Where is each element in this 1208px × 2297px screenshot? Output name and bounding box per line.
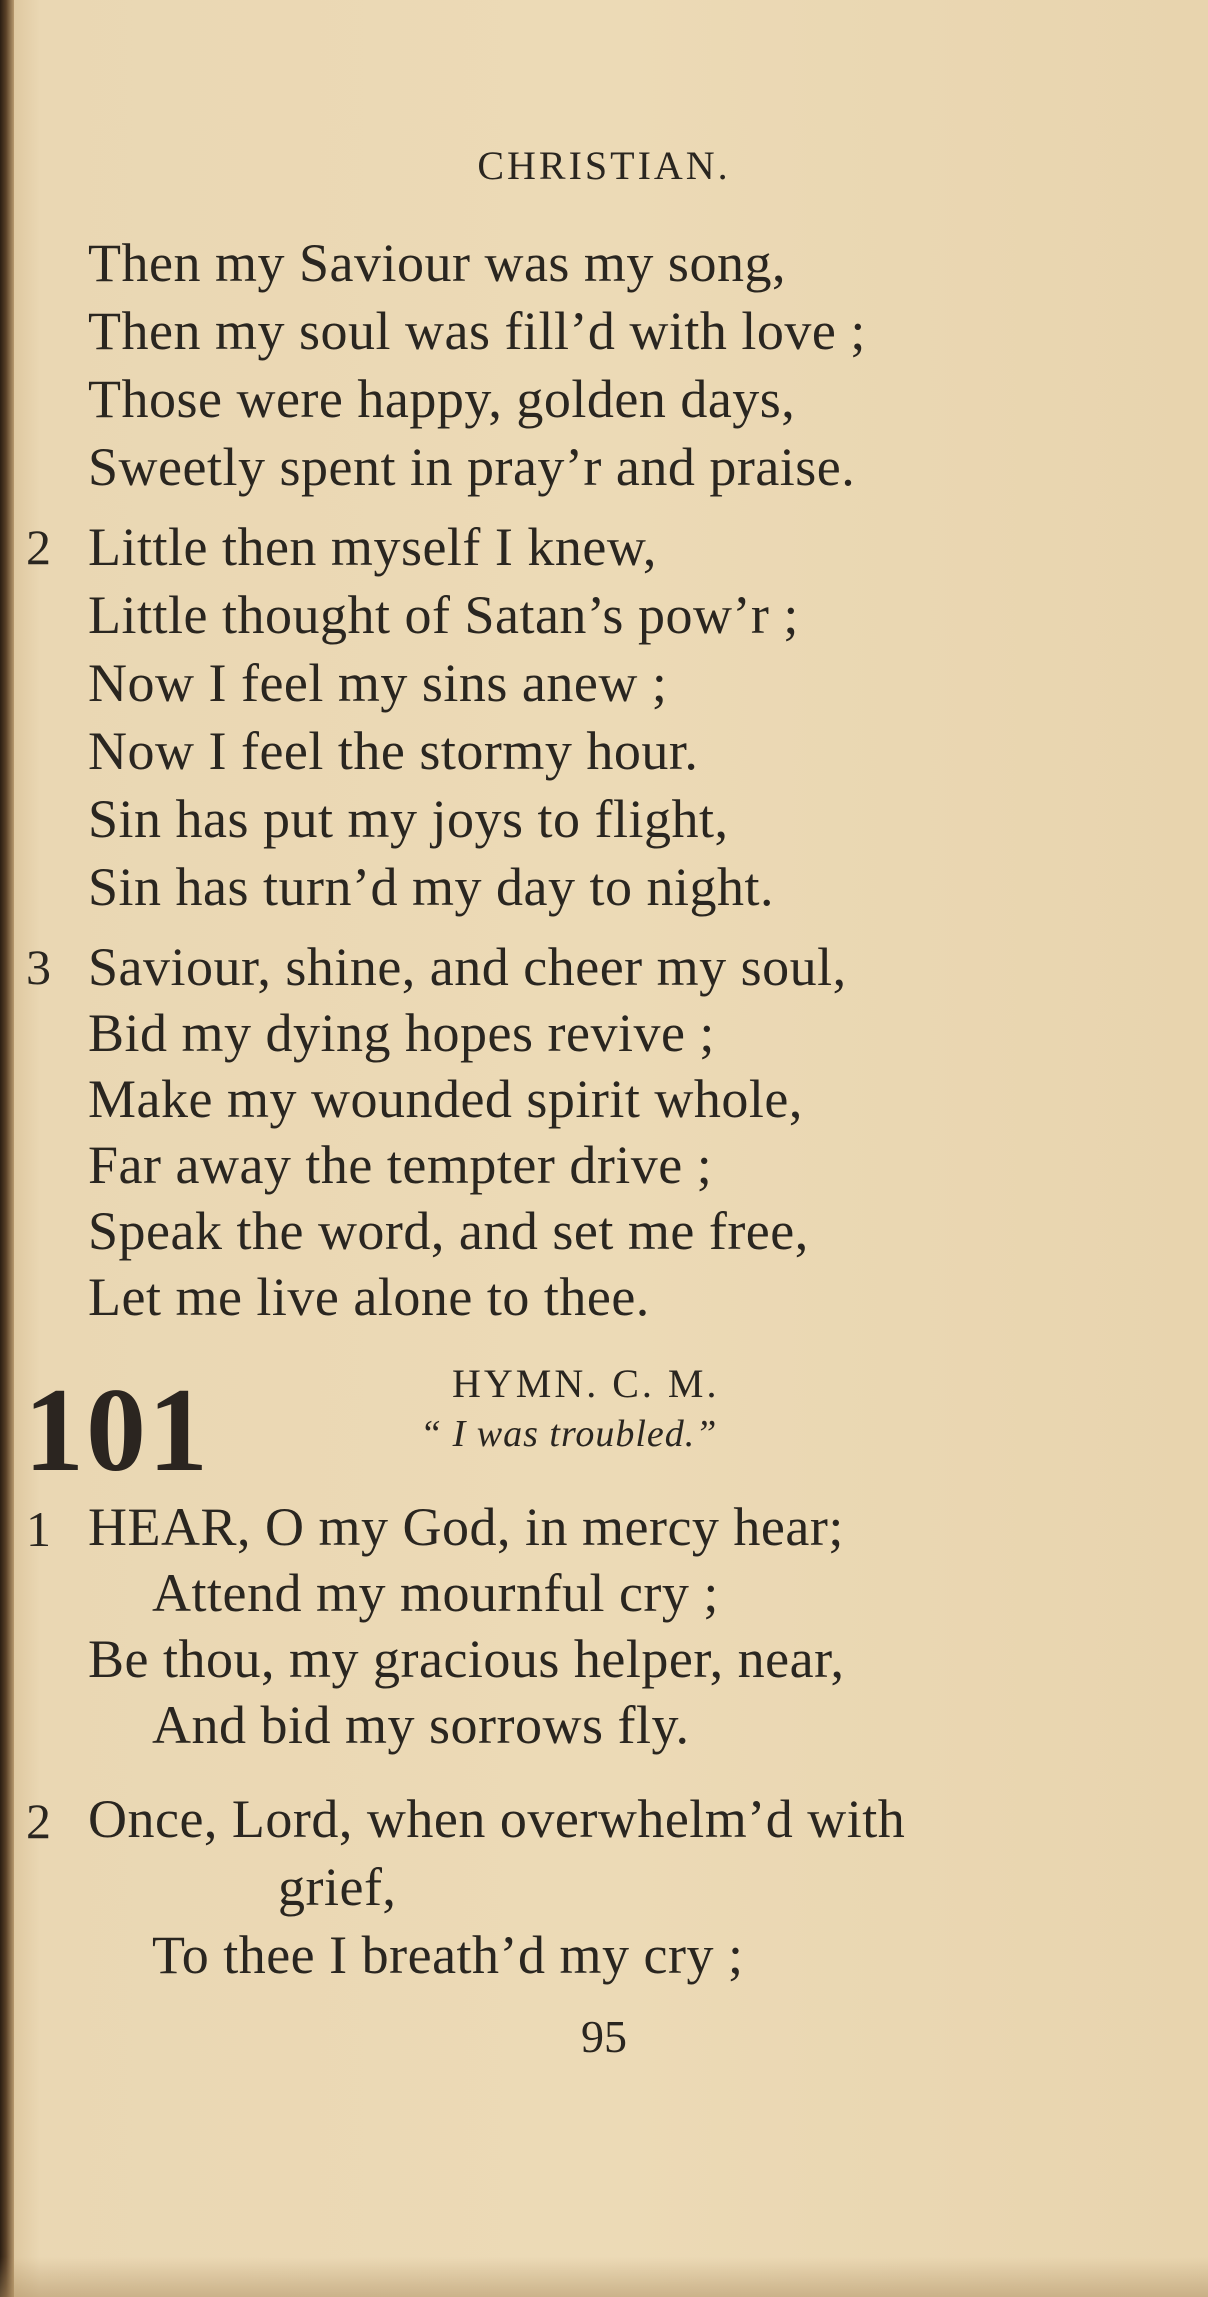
hymn-line: Sweetly spent in pray’r and praise. [88,437,856,497]
hymn-title: HYMN. C. M. [452,1361,720,1406]
hymn-line: Attend my mournful cry ; [152,1563,719,1623]
running-head: CHRISTIAN. [477,143,731,188]
hymn-line: Be thou, my gracious helper, near, [88,1629,845,1689]
verse-number: 1 [26,1501,51,1557]
hymn-line: grief, [278,1857,397,1917]
hymn-line: Far away the tempter drive ; [88,1135,713,1195]
hymn-line: Make my wounded spirit whole, [88,1069,803,1129]
hymn-line: Then my Saviour was my song, [88,233,786,293]
hymn-line: Sin has turn’d my day to night. [88,857,774,917]
page-bottom-edge [0,2257,1208,2297]
hymn-line: Once, Lord, when overwhelm’d with [88,1789,906,1849]
hymn-line: HEAR, O my God, in mercy hear; [88,1497,844,1557]
hymn-line: Saviour, shine, and cheer my soul, [88,937,847,997]
hymn-line: Bid my dying hopes revive ; [88,1003,715,1063]
hymn-line: Those were happy, golden days, [88,369,796,429]
verse-number: 2 [26,519,51,575]
page-spine-shadow [0,0,14,2297]
hymn-line: Now I feel my sins anew ; [88,653,668,713]
hymn-line: Little thought of Satan’s pow’r ; [88,585,799,645]
hymn-line: And bid my sorrows fly. [152,1695,690,1755]
verse-number: 3 [26,939,51,995]
hymn-line: To thee I breath’d my cry ; [152,1925,744,1985]
hymn-line: Let me live alone to thee. [88,1267,650,1327]
hymn-line: Little then myself I knew, [88,517,657,577]
hymn-line: Now I feel the stormy hour. [88,721,699,781]
hymn-epigraph: “ I was troubled.” [420,1413,718,1455]
hymn-line: Speak the word, and set me free, [88,1201,809,1261]
page-number: 95 [581,2011,627,2062]
hymn-number: 101 [24,1363,210,1496]
hymn-line: Sin has put my joys to flight, [88,789,729,849]
verse-number: 2 [26,1793,51,1849]
hymn-line: Then my soul was fill’d with love ; [88,301,866,361]
